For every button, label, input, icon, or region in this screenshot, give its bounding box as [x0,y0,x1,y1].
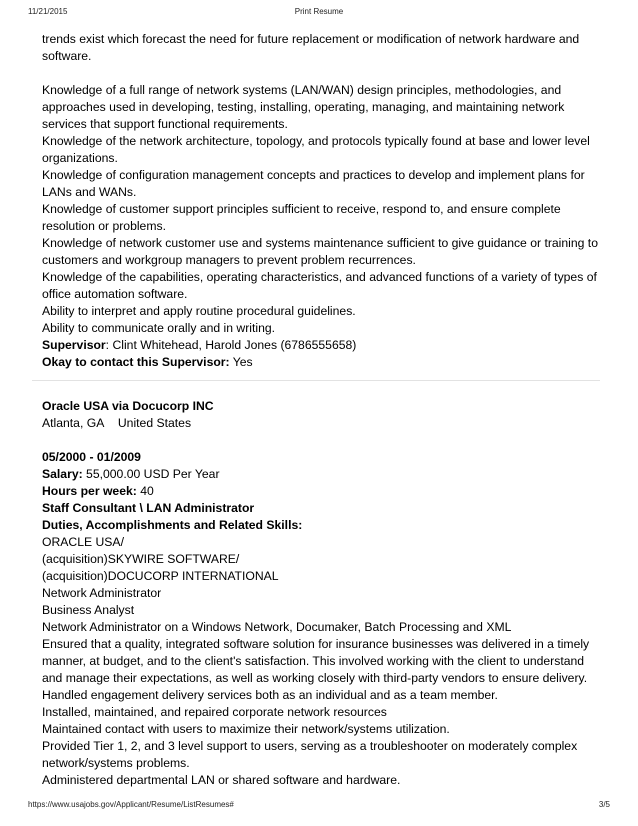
work-experience-2 [42,398,602,789]
text-line: Administered departmental LAN or shared software and hardware. [42,773,401,787]
print-title: Print Resume [294,7,344,16]
text-line: Ensured that a quality, integrated software solution for insurance businesses was delivered in a timely [42,637,590,651]
text-line: trends exist which forecast the need for future replacement or modification of network hardware and [42,32,580,46]
work-experience-1 [42,31,602,371]
job-title: Staff Consultant \ LAN Administrator [42,501,255,515]
hours-value: 40 [136,484,154,498]
text-line: LANs and WANs. [42,185,137,199]
text-line: Maintained contact with users to maximize their network/systems utilization. [42,722,450,736]
text-line: Knowledge of the network architecture, topology, and protocols typically found at base and lower level [42,134,590,148]
text-line: (acquisition)SKYWIRE SOFTWARE/ [42,552,240,566]
text-line: Knowledge of customer support principles sufficient to receive, respond to, and ensure complete [42,202,561,216]
country: United States [117,416,192,430]
salary-line [42,466,602,483]
text-line: Business Analyst [42,603,135,617]
text-line: ORACLE USA/ [42,535,124,549]
contact-supervisor-value: Yes [229,355,253,369]
text-line: office automation software. [42,287,188,301]
duties-heading: Duties, Accomplishments and Related Skills: [42,518,303,532]
resume-content [42,31,602,789]
text-line: Knowledge of network customer use and systems maintenance sufficient to give guidance or training to [42,236,598,250]
supervisor-value: : Clint Whitehead, Harold Jones (6786555658) [105,338,357,352]
text-line: resolution or problems. [42,219,166,233]
text-line: software. [42,49,92,63]
text-line: Knowledge of configuration management concepts and practices to develop and implement plans for [42,168,585,182]
text-line: approaches used in developing, testing, installing, operating, managing, and maintaining network [42,100,565,114]
hours-label: Hours per week: [42,484,137,498]
employment-dates: 05/2000 - 01/2009 [42,450,141,464]
text-line: Network Administrator on a Windows Network, Documaker, Batch Processing and XML [42,620,512,634]
duties-list [42,534,602,789]
text-line: Knowledge of the capabilities, operating characteristics, and advanced functions of a variety of types of [42,270,597,284]
city-state: Atlanta, GA [42,416,105,430]
employer-location [42,415,602,432]
print-date: 11/21/2015 [28,7,68,16]
text-line: Provided Tier 1, 2, and 3 level support to users, serving as a troubleshooter on moderately complex [42,739,578,753]
salary-label: Salary: [42,467,83,481]
page-number: 3/5 [598,800,610,809]
text-line: network/systems problems. [42,756,190,770]
text-line: Network Administrator [42,586,162,600]
print-header [0,7,638,19]
text-line: services that support functional requirements. [42,117,288,131]
page-url: https://www.usajobs.gov/Applicant/Resume/ListResumes# [28,800,234,809]
employer-name: Oracle USA via Docucorp INC [42,399,214,413]
supervisor-label: Supervisor [42,338,106,352]
text-line: Ability to interpret and apply routine procedural guidelines. [42,304,356,318]
text-line: and manage their expectations, as well as working closely with third-party vendors to ensure delivery. [42,671,588,685]
contact-supervisor-label: Okay to contact this Supervisor: [42,355,230,369]
print-footer [0,800,638,812]
supervisor-line [42,337,602,354]
contact-supervisor-line [42,354,602,371]
text-line: organizations. [42,151,118,165]
salary-value: 55,000.00 USD Per Year [82,467,220,481]
section-divider [32,380,600,381]
text-line: Ability to communicate orally and in writing. [42,321,276,335]
knowledge-list [42,82,602,337]
text-line: customers and workgroup managers to prevent problem recurrences. [42,253,416,267]
text-line: Handled engagement delivery services both as an individual and as a team member. [42,688,498,702]
text-line: manner, at budget, and to the client's satisfaction. This involved working with the client to understand [42,654,585,668]
text-line: Installed, maintained, and repaired corporate network resources [42,705,387,719]
text-line: Knowledge of a full range of network systems (LAN/WAN) design principles, methodologies, and [42,83,562,97]
text-line: (acquisition)DOCUCORP INTERNATIONAL [42,569,279,583]
hours-line [42,483,602,500]
